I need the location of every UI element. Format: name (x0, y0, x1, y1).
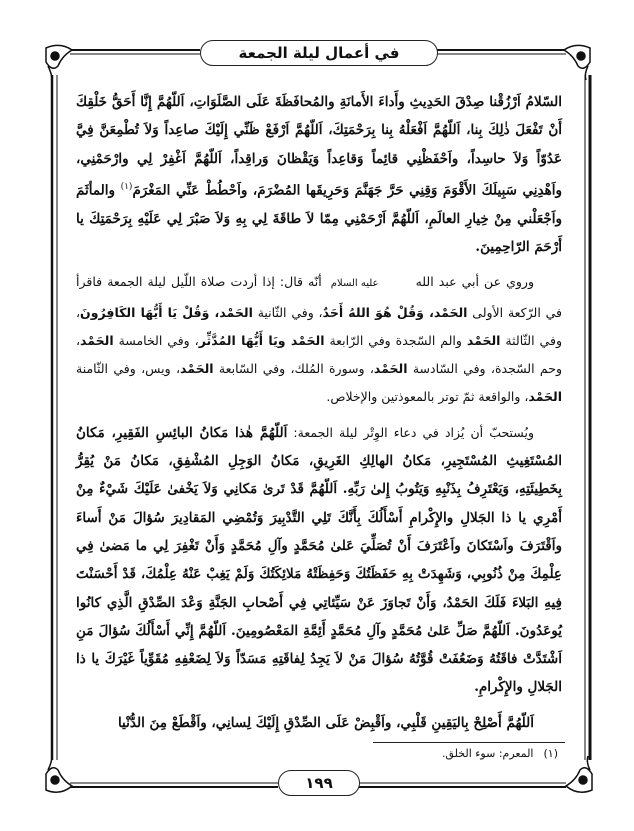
closing-dua-text: اَللّهُمَّ أَصْلِحْ بِاليَقِينِ قَلْبِي، واَقْبِضْ عَلَى الصِّدْقِ إِلَيْكَ لِسانِي، واَقْطَعْ مِنَ الدُّنْيا (117, 714, 534, 731)
recitation-rakah-3: الحَمْد (466, 332, 501, 348)
recitation-rakah-8: الحَمْد (528, 389, 562, 405)
recitation-rakah-5: الحَمْد (80, 332, 114, 348)
footnote-1 (442, 745, 558, 763)
dua-text-part-2: والمأثَمَ واَجْعَلْني مِنْ خِيارِ العالَمِ، اَللّهُمَّ اَرْحَمْنِي مِمّا لاَ طاقَةَ لِي بِهِ وَلاَ صَبْرَ لِي عَلَيْهِ بِرَحْمَتِكَ يا أَرْحَمَ الرّاحِمِينَ. (76, 182, 562, 255)
recitation-rakah-6: الحَمْد (373, 361, 408, 377)
paragraph-closing-dua (76, 709, 562, 737)
witr-intro: ويُستحبّ أن يُزاد في دعاء الوِتْر ليلة الجمعة: (287, 424, 534, 440)
paragraph-dua-continuation (76, 88, 562, 261)
narration-text-g: ، وسورة المُلك، وفي السّابعة (213, 361, 374, 377)
paragraph-night-prayer-narration (76, 268, 562, 411)
recitation-rakah-2: الحَمْد، وَقُلْ يَا أَيُّهَا الكَافِرُونَ (80, 304, 253, 320)
narration-text-i: ، والواقعة ثمّ توتر بالمعوذتين والإخلاص. (326, 389, 529, 405)
chapter-title-banner (200, 40, 438, 66)
corner-ornament-top-right (564, 45, 590, 80)
witr-dua-text: اَللّهُمَّ هٰذا مَكانُ البائِسِ الفَقِيرِ، مَكانُ المُسْتَغِيثِ المُسْتَجِيرِ، مَكانُ الهالِكِ الغَرِيقِ، مَكانُ الوَجِلِ المُشْفِقِ، مَكانُ مَنْ يُقِرُّ بِخَطِيئَتِهِ، وَيَعْتَرِفُ بِذَنْبِهِ وَيَتُوبُ إِلىٰ رَبِّهِ. اَللّهُمَّ قَدْ تَرىٰ مَكانِي وَلاَ يَخْفىٰ عَلَيْكَ شَيْءٌ مِنْ أَمْرِي يا ذا الجَلالِ والإِكْرامِ أَسْأَلُكَ بِأَنَّكَ تَلِي التَّدْبِيرَ وَتُمْضِي المَقادِيرَ سُؤالَ مَنْ أَساءَ واَقْتَرَفَ واَسْتَكانَ واَعْتَرَفَ أَنْ تُصَلِّيَ عَلىٰ مُحَمَّدٍ وآلِ مُحَمَّدٍ وَأَنْ تَغْفِرَ لِي ما مَضىٰ فِي عِلْمِكَ مِنْ ذُنُوبِي، وَشَهِدَتْ بِهِ حَفَظَتُكَ وَحَفِظَتْهُ مَلائِكَتُكَ وَلَمْ يَغِبْ عَنْهُ عِلْمُكَ، قَدْ أَحْسَنْتَ فِيهِ البَلاءَ فَلَكَ الحَمْدُ، وَأَنْ تَجاوَزَ عَنْ سَيِّئاتِي فِي أَصْحابِ الجَنَّةِ وَعْدَ الصِّدْقِ الَّذِي كانُوا يُوعَدُونَ. اَللّهُمَّ صَلِّ عَلىٰ مُحَمَّدٍ وآلِ مُحَمَّدٍ أَئِمَّةِ المَعْصُومِينَ. اَللّهُمَّ إِنِّي أَسْأَلُكَ سُؤالَ مَنِ اَشْتَدَّتْ فاقَتُهُ وَضَعُفَتْ قُوَّتُهُ سُؤالَ مَنْ لاَ يَجِدُ لِفاقَتِهِ مَسَدّاً وَلاَ لِضَعْفِهِ مُقَوِّياً غَيْرَكَ يا ذا الجَلالِ والإِكْرامِ. (76, 424, 562, 696)
narration-text-f: ، وحم السّجدة، وفي السّادسة (76, 332, 562, 377)
recitation-rakah-4: الحَمْد ويَا أَيُّهَا المُدَّثِّر (198, 332, 325, 348)
narration-text-b: ، وفي الثّانية (252, 304, 323, 320)
corner-ornament-top-left (46, 45, 72, 80)
narration-text-e: ، وفي الخامسة (113, 332, 199, 348)
paragraph-witr-dua (76, 419, 562, 702)
narration-text-d: والم السّجدة وفي الرّابعة (324, 332, 467, 348)
recitation-rakah-1: الحَمْد، وَقُلْ هُوَ اللهُ أَحَدٌ (322, 304, 468, 320)
footnote-number: (١) (543, 747, 558, 760)
footnote-reference[interactable]: (١) (120, 181, 133, 192)
corner-ornament-bottom-left (46, 756, 72, 792)
corner-ornament-bottom-right (566, 756, 592, 792)
chapter-title: في أعمال ليلة الجمعة (238, 44, 400, 62)
recitation-rakah-7: الحَمْد (179, 361, 214, 377)
page-number-banner (278, 770, 360, 796)
footnote-text: المعرم: سوء الخلق. (441, 747, 534, 760)
dua-text-part-1: السّلامُ اَرْزُقْنا صِدْقَ الحَدِيثِ وأَداءَ الأَمانَةِ والمُحافَظَةَ عَلَى الصَّلَوَاتِ، اَللّهُمَّ إِنَّا أَحَقُّ خَلْقِكَ أَنْ تَفْعَلَ ذٰلِكَ بِنا، اَللّهُمَّ اَفْعَلْهُ بِنا بِرَحْمَتِكَ، اَللّهُمَّ اَرْفَعْ ظَنِّي إِلَيْكَ صاعِداً وَلاَ تُطْمِعَنَّ فِيَّ عَدُوّاً وَلاَ حاسِداً، واَحْفَظْنِي قائِماً وَقاعِداً وَيَقْظانَ وَراقِداً، اَللّهُمَّ اَغْفِرْ لِي وارْحَمْنِي، واَهْدِنِي سَبِيلَكَ الأَقْوَمَ وَقِنِي حَرَّ جَهَنَّمَ وَحَرِيقَها المُضْرَمَ، واَحْطُطْ عَنِّي المَغْرَمَ (76, 94, 562, 199)
narration-text-c: ، وفي الثّالثة (76, 304, 562, 348)
footnote-divider (373, 742, 565, 743)
honorific-glyph: عليه السلام (330, 278, 379, 290)
narration-text-h: ، ويس، وفي الثّامنة (76, 361, 180, 377)
page-body (76, 88, 562, 744)
narration-text-a: أنّه قال: إذا أردت صلاة اللّيل ليلة الجمعة فاقرأ في الرّكعة الأولى (76, 274, 563, 320)
narration-intro: وروي عن أبي عبد الله (415, 274, 534, 290)
page-number: ١٩٩ (305, 774, 333, 792)
